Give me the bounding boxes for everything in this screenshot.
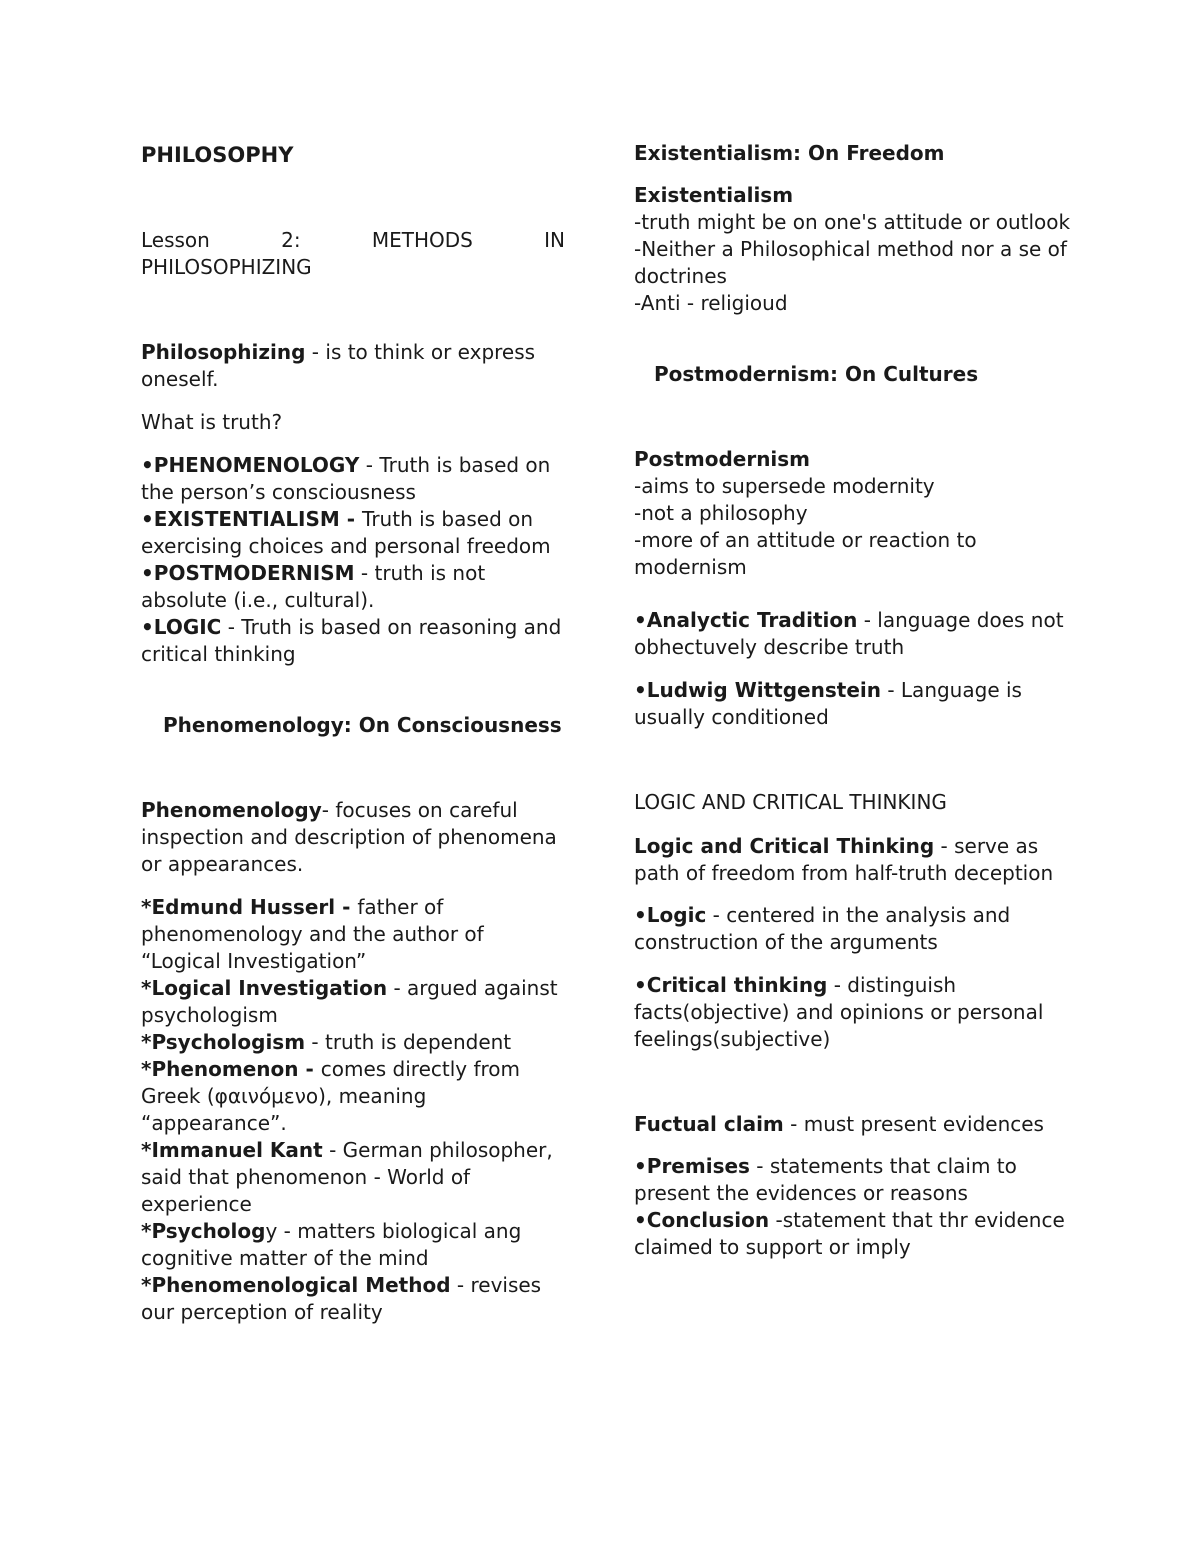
wittgenstein-desc: - Language is usually conditioned <box>634 678 1022 729</box>
postmodernism-term: Postmodernism <box>634 447 811 471</box>
logic-def-desc: - serve as path of freedom from half-truth deception <box>634 834 1054 885</box>
document-title: PHILOSOPHY <box>141 143 294 167</box>
item-term: *Immanuel Kant <box>141 1138 323 1162</box>
postmodernism-lines <box>634 473 1074 581</box>
lesson-heading-line-2: PHILOSOPHIZING <box>141 255 312 279</box>
logic-def-term: Logic and Critical Thinking <box>634 834 935 858</box>
conclusion-desc: -statement that thr evidence claimed to support or imply <box>634 1208 1065 1259</box>
premises-term: •Premises <box>634 1154 750 1178</box>
list-item: -Anti - religioud <box>634 291 788 315</box>
list-item <box>141 1056 565 1137</box>
right-column <box>634 140 1074 1261</box>
philosophizing-desc: - is to think or express oneself. <box>141 340 536 391</box>
truth-desc: Truth is based on exercising choices and personal freedom <box>141 507 551 558</box>
item-desc: - revises our perception of reality <box>141 1273 542 1324</box>
lesson-word-1: Lesson <box>141 228 210 252</box>
list-item: -aims to supersede modernity <box>634 474 935 498</box>
lesson-heading <box>141 227 565 254</box>
phenomenology-term: Phenomenology <box>141 798 322 822</box>
phenomenology-desc: - focuses on careful inspection and description of phenomena or appearances. <box>141 798 557 876</box>
truth-item-logic <box>141 614 565 668</box>
item-desc: - German philosopher, said that phenomenon - World of experience <box>141 1138 553 1216</box>
truth-term: •PHENOMENOLOGY <box>141 453 360 477</box>
left-column <box>141 140 565 1326</box>
logic-item <box>634 902 1074 956</box>
item-desc: comes directly from Greek (φαινόμενο), meaning “appearance”. <box>141 1057 521 1135</box>
phenomenology-heading: Phenomenology: On Consciousness <box>163 713 562 737</box>
lesson-word-2: 2: <box>281 228 301 252</box>
factual-desc: - must present evidences <box>783 1112 1044 1136</box>
list-item <box>141 975 565 1029</box>
truth-term: •LOGIC <box>141 615 222 639</box>
wittgenstein-term: •Ludwig Wittgenstein <box>634 678 881 702</box>
wittgenstein <box>634 677 1074 731</box>
item-desc: - argued against psychologism <box>141 976 558 1027</box>
existentialism-lines <box>634 209 1074 317</box>
list-item: -more of an attitude or reaction to modernism <box>634 528 977 579</box>
critical-desc: - distinguish facts(objective) and opinions or personal feelings(subjective) <box>634 973 1044 1051</box>
item-term: *Psychologism <box>141 1030 306 1054</box>
item-desc: father of phenomenology and the author of “Logical Investigation” <box>141 895 484 973</box>
lesson-word-4: IN <box>544 228 565 252</box>
logic-heading: LOGIC AND CRITICAL THINKING <box>634 790 947 814</box>
truth-term: •EXISTENTIALISM - <box>141 507 363 531</box>
lesson-word-3: METHODS <box>371 228 473 252</box>
truth-item-phenomenology <box>141 452 565 506</box>
list-item <box>141 894 565 975</box>
critical-term: •Critical thinking <box>634 973 828 997</box>
philosophizing-term: Philosophizing <box>141 340 306 364</box>
item-term: *Phenomenon - <box>141 1057 321 1081</box>
list-item: -not a philosophy <box>634 501 808 525</box>
phenomenology-items <box>141 894 565 1326</box>
list-item <box>141 1029 565 1056</box>
existentialism-heading: Existentialism: On Freedom <box>634 141 945 165</box>
phenomenology-definition <box>141 797 565 878</box>
item-term: *Psycholog <box>141 1219 266 1243</box>
factual-term: Fuctual claim <box>634 1112 784 1136</box>
truth-item-existentialism <box>141 506 565 560</box>
philosophizing-definition <box>141 339 565 393</box>
conclusion-term: •Conclusion <box>634 1208 770 1232</box>
analytic-desc: - language does not obhectuvely describe truth <box>634 608 1064 659</box>
truth-term: •POSTMODERNISM <box>141 561 355 585</box>
analytic-tradition <box>634 607 1074 661</box>
conclusion-item <box>634 1207 1074 1261</box>
truth-list <box>141 452 565 668</box>
list-item <box>141 1218 565 1272</box>
list-item: -truth might be on one's attitude or outlook <box>634 210 1071 234</box>
truth-desc: - truth is not absolute (i.e., cultural). <box>141 561 486 612</box>
item-term: *Edmund Husserl - <box>141 895 358 919</box>
truth-desc: - Truth is based on reasoning and critical thinking <box>141 615 562 666</box>
truth-item-postmodernism <box>141 560 565 614</box>
existentialism-term: Existentialism <box>634 183 794 207</box>
critical-thinking-item <box>634 972 1074 1053</box>
premises-item <box>634 1153 1074 1207</box>
item-desc: y - matters biological ang cognitive matter of the mind <box>141 1219 522 1270</box>
list-item: -Neither a Philosophical method nor a se of doctrines <box>634 237 1067 288</box>
item-desc: - truth is dependent <box>305 1030 512 1054</box>
list-item <box>141 1272 565 1326</box>
logic-definition <box>634 833 1074 887</box>
factual-claim <box>634 1111 1074 1138</box>
list-item <box>141 1137 565 1218</box>
truth-desc: - Truth is based on the person’s consciousness <box>141 453 551 504</box>
item-term: *Logical Investigation <box>141 976 388 1000</box>
truth-question: What is truth? <box>141 410 283 434</box>
postmodernism-heading: Postmodernism: On Cultures <box>654 362 979 386</box>
logic-term: •Logic <box>634 903 707 927</box>
premises-desc: - statements that claim to present the evidences or reasons <box>634 1154 1017 1205</box>
logic-desc: - centered in the analysis and construction of the arguments <box>634 903 1011 954</box>
item-term: *Phenomenological Method <box>141 1273 451 1297</box>
analytic-term: •Analyctic Tradition <box>634 608 858 632</box>
